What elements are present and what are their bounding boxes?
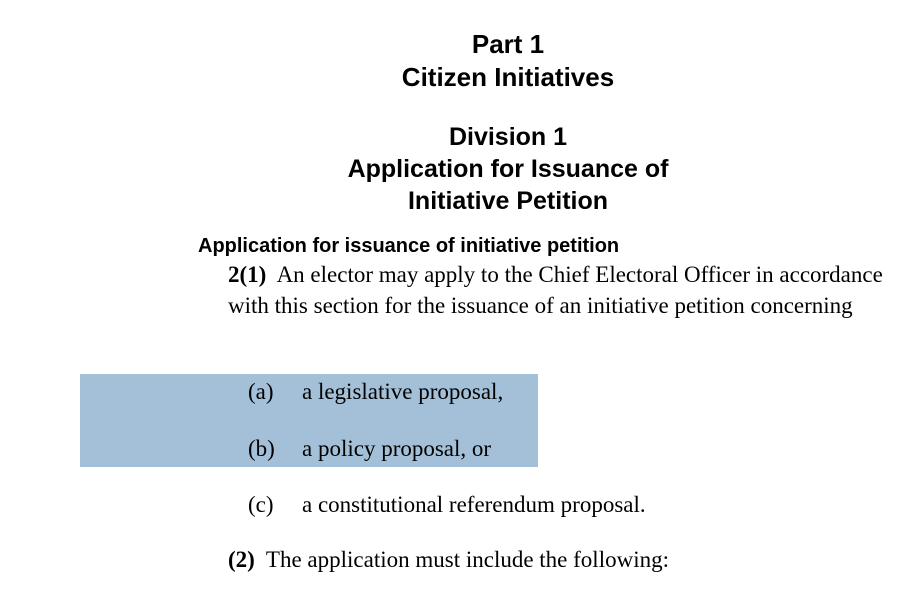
division-title-line1: Application for Issuance of	[347, 155, 669, 183]
clause-text: a legislative proposal,	[302, 379, 504, 404]
subsection-2	[228, 545, 669, 575]
section-title: Application for issuance of initiative petition	[198, 235, 620, 257]
clause-label: (a)	[248, 379, 274, 404]
part-number: Part 1	[471, 29, 545, 59]
subsection-text: The application must include the following:	[265, 547, 669, 572]
division-heading	[0, 121, 910, 217]
clause-a	[248, 377, 503, 407]
clause-label: (b)	[248, 436, 275, 461]
subsection-number: (2)	[228, 547, 255, 572]
clause-text: a policy proposal, or	[302, 436, 492, 461]
part-heading	[0, 28, 910, 94]
part-title: Citizen Initiatives	[401, 62, 615, 92]
section-2-1-text	[228, 260, 888, 321]
section-number: 2(1)	[228, 262, 267, 287]
division-number: Division 1	[448, 123, 568, 151]
clause-label: (c)	[248, 492, 274, 517]
clause-text: a constitutional referendum proposal.	[302, 492, 646, 517]
section-text: An elector may apply to the Chief Electoral Officer in accordance with this section for the issuance of an initiative petition concerning	[228, 262, 883, 318]
division-title-line2: Initiative Petition	[407, 187, 609, 215]
clause-b	[248, 434, 491, 464]
clause-c	[248, 490, 646, 520]
